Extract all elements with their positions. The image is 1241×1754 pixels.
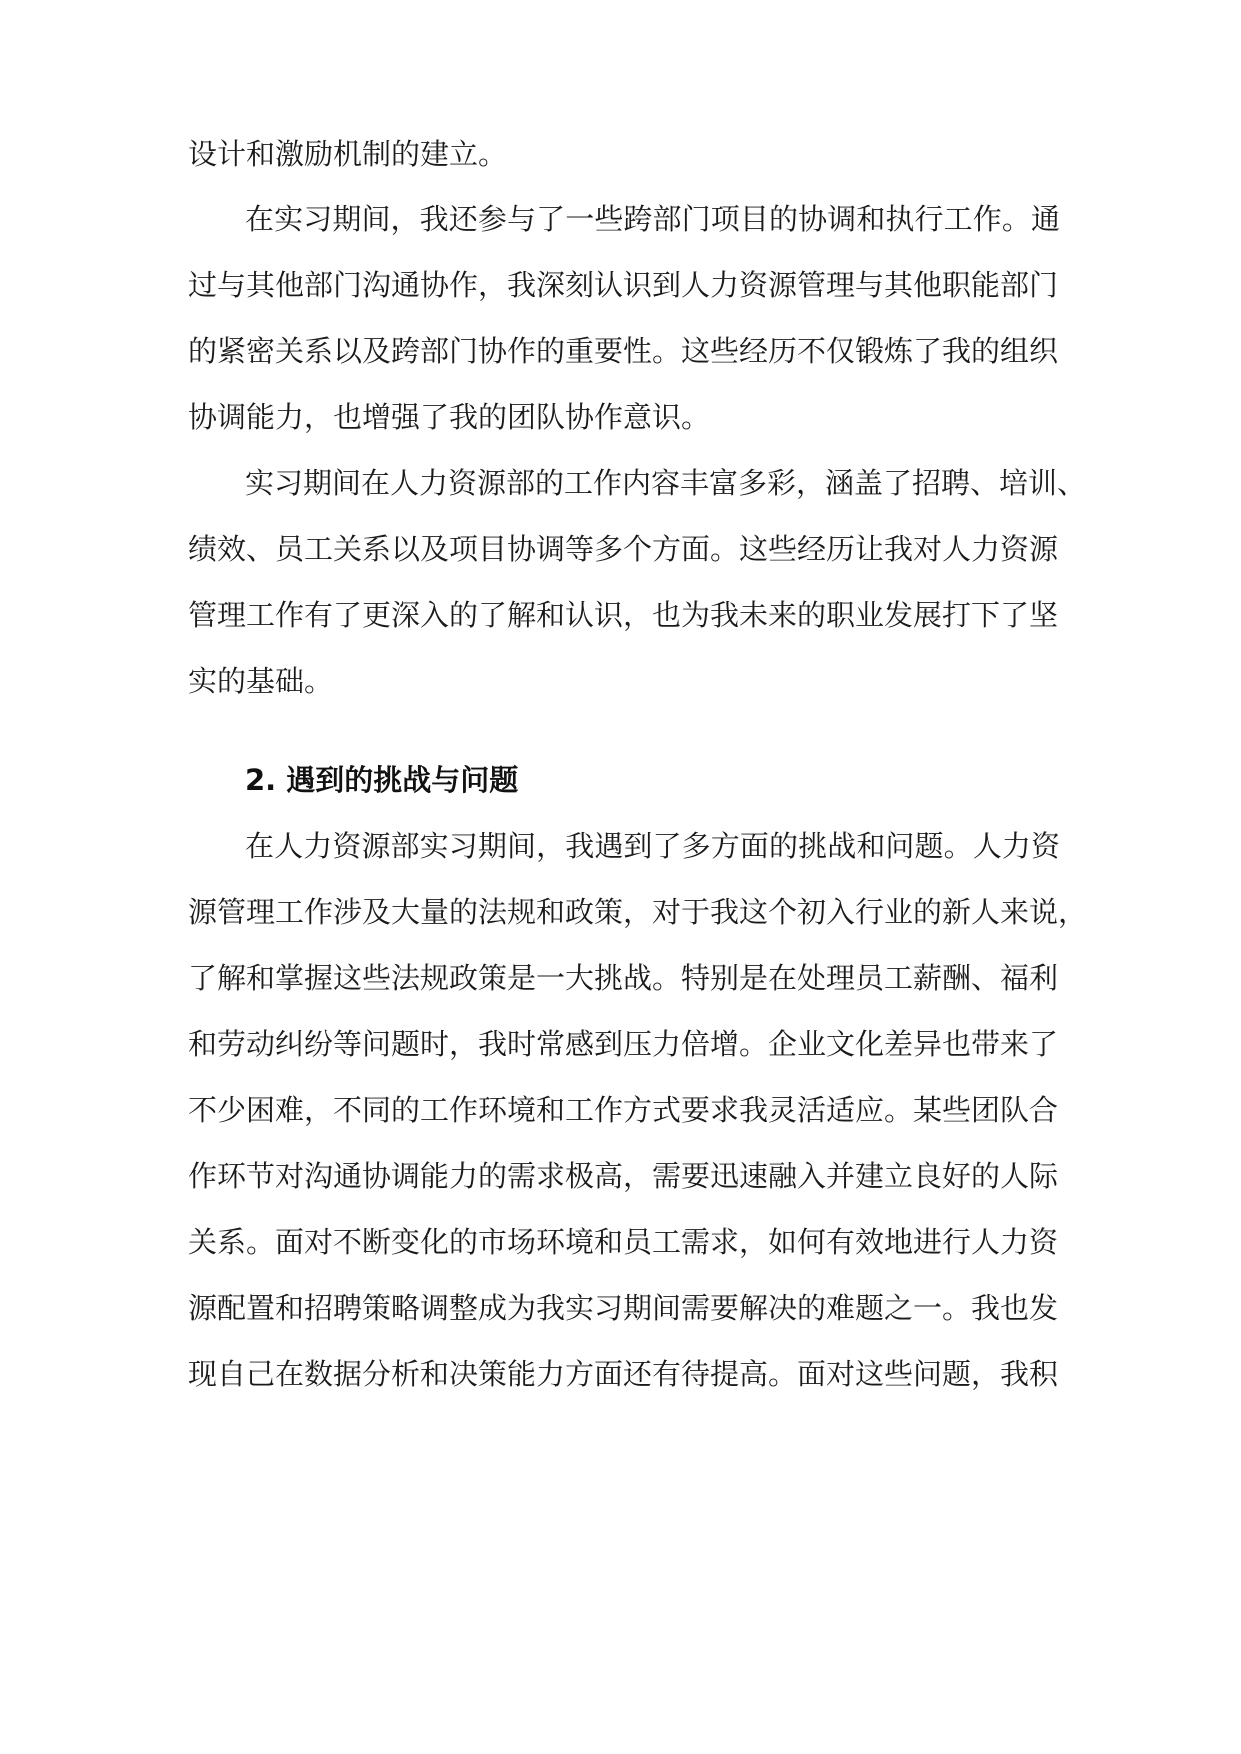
paragraph-line: 源管理工作涉及大量的法规和政策，对于我这个初入行业的新人来说， bbox=[188, 895, 1088, 929]
paragraph-line: 协调能力，也增强了我的团队协作意识。 bbox=[188, 400, 711, 434]
section-heading: 2. 遇到的挑战与问题 bbox=[245, 763, 519, 797]
paragraph-line: 过与其他部门沟通协作，我深刻认识到人力资源管理与其他职能部门 bbox=[188, 268, 1059, 302]
paragraph-line: 实的基础。 bbox=[188, 664, 334, 698]
paragraph-line: 关系。面对不断变化的市场环境和员工需求，如何有效地进行人力资 bbox=[188, 1225, 1059, 1259]
paragraph-line: 管理工作有了更深入的了解和认识，也为我未来的职业发展打下了坚 bbox=[188, 598, 1059, 632]
paragraph-line: 和劳动纠纷等问题时，我时常感到压力倍增。企业文化差异也带来了 bbox=[188, 1027, 1059, 1061]
paragraph-line: 源配置和招聘策略调整成为我实习期间需要解决的难题之一。我也发 bbox=[188, 1291, 1059, 1325]
paragraph-line: 在实习期间，我还参与了一些跨部门项目的协调和执行工作。通 bbox=[245, 202, 1060, 236]
paragraph-line: 不少困难，不同的工作环境和工作方式要求我灵活适应。某些团队合 bbox=[188, 1093, 1059, 1127]
paragraph-line: 的紧密关系以及跨部门协作的重要性。这些经历不仅锻炼了我的组织 bbox=[188, 334, 1059, 368]
paragraph-line: 设计和激励机制的建立。 bbox=[188, 137, 508, 171]
paragraph-line: 现自己在数据分析和决策能力方面还有待提高。面对这些问题，我积 bbox=[188, 1357, 1059, 1391]
paragraph-line: 实习期间在人力资源部的工作内容丰富多彩，涵盖了招聘、培训、 bbox=[245, 466, 1087, 500]
paragraph-line: 在人力资源部实习期间，我遇到了多方面的挑战和问题。人力资 bbox=[245, 829, 1060, 863]
paragraph-line: 作环节对沟通协调能力的需求极高，需要迅速融入并建立良好的人际 bbox=[188, 1159, 1059, 1193]
paragraph-line: 了解和掌握这些法规政策是一大挑战。特别是在处理员工薪酬、福利 bbox=[188, 961, 1059, 995]
paragraph-line: 绩效、员工关系以及项目协调等多个方面。这些经历让我对人力资源 bbox=[188, 532, 1059, 566]
